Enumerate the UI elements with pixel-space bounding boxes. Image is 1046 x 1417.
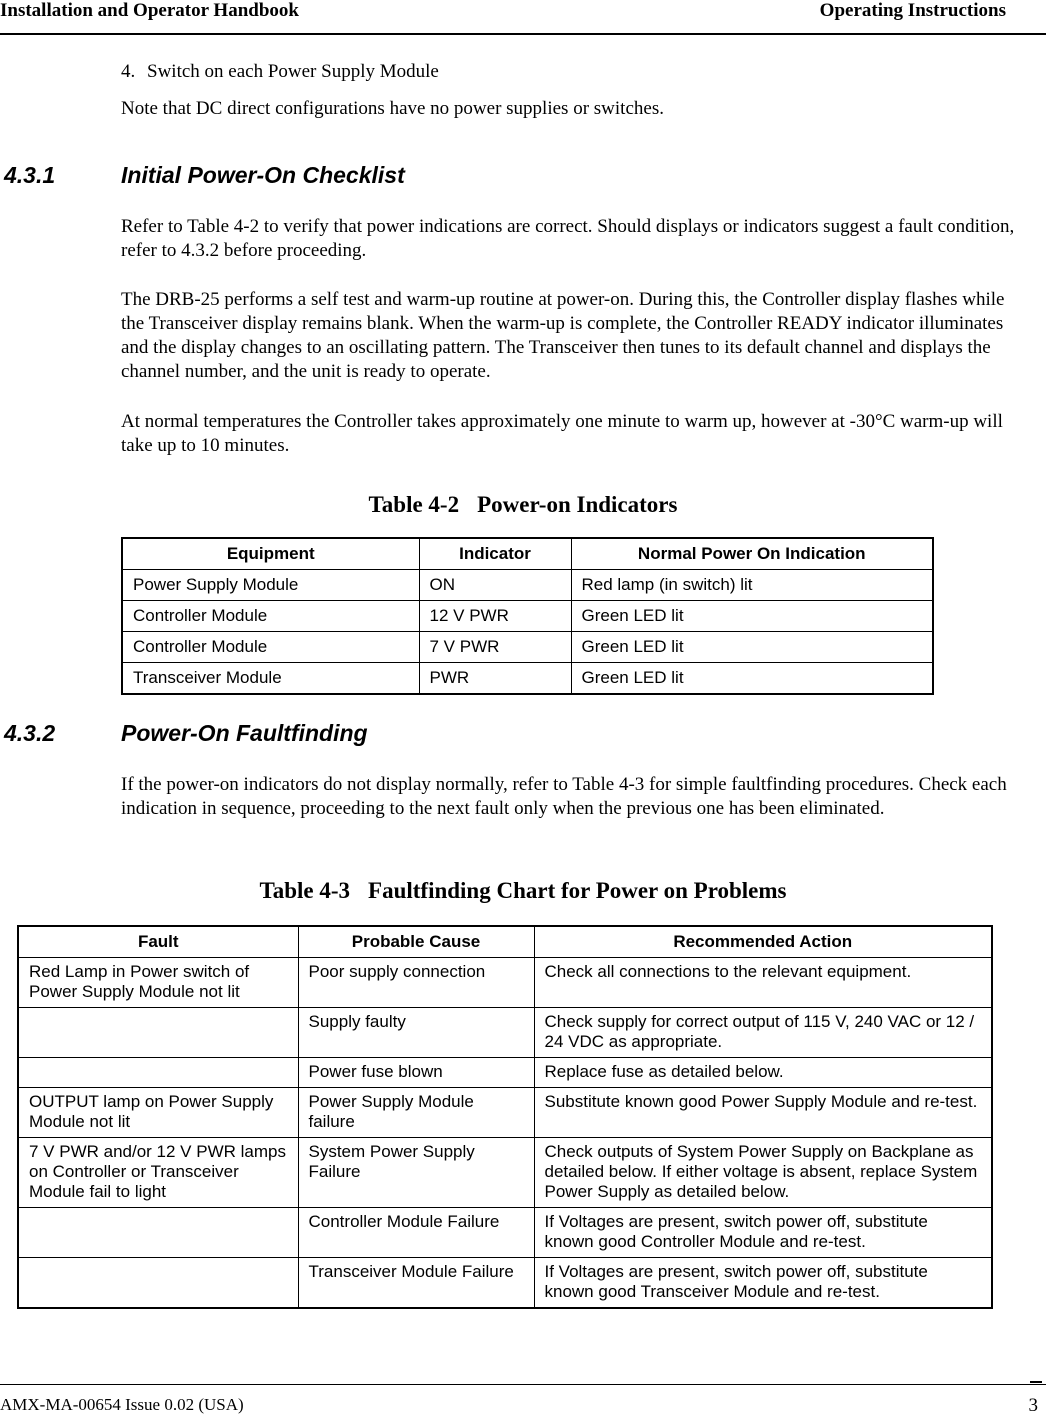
table-title: Power-on Indicators <box>477 492 678 517</box>
section-number: 4.3.1 <box>4 162 56 188</box>
header-title: Installation and Operator Handbook <box>0 0 299 21</box>
column-header: Recommended Action <box>534 926 992 958</box>
column-header: Probable Cause <box>298 926 534 958</box>
faultfinding-table <box>17 925 993 1309</box>
table-row <box>18 958 992 1008</box>
table-cell: Power Supply Module <box>122 570 419 601</box>
table-cell: PWR <box>419 663 571 695</box>
table-cell: Controller Module Failure <box>298 1208 534 1258</box>
table-header-row <box>122 538 933 570</box>
table-cell: ON <box>419 570 571 601</box>
footer-page-marker <box>1030 1381 1042 1383</box>
page-number: 3 <box>1028 1395 1038 1416</box>
table-cell: Green LED lit <box>571 601 933 632</box>
table-row <box>18 1088 992 1138</box>
section-heading-432 <box>4 719 368 747</box>
table-number: Table 4-3 <box>259 878 351 903</box>
table-cell: Transceiver Module Failure <box>298 1258 534 1309</box>
table-cell: 7 V PWR <box>419 632 571 663</box>
table-row <box>122 632 933 663</box>
section-title: Initial Power-On Checklist <box>121 162 405 188</box>
table-row <box>122 663 933 695</box>
table-cell: Poor supply connection <box>298 958 534 1008</box>
section-title: Power-On Faultfinding <box>121 720 368 746</box>
step-text: Switch on each Power Supply Module <box>147 61 439 82</box>
column-header: Equipment <box>122 538 419 570</box>
table-cell: Green LED lit <box>571 632 933 663</box>
table-cell: Power Supply Module failure <box>298 1088 534 1138</box>
table-caption <box>0 492 1046 518</box>
table-cell: Power fuse blown <box>298 1058 534 1088</box>
table-row <box>18 1208 992 1258</box>
table-row <box>18 1058 992 1088</box>
table-cell: 7 V PWR and/or 12 V PWR lamps on Controller or Transceiver Module fail to light <box>18 1138 298 1208</box>
table-cell: Check supply for correct output of 115 V, 240 VAC or 12 / 24 VDC as appropriate. <box>534 1008 992 1058</box>
table-number: Table 4-2 <box>368 492 460 517</box>
table-cell <box>18 1058 298 1088</box>
paragraph: If the power-on indicators do not display normally, refer to Table 4-3 for simple faultfinding procedures. Check each indication in sequence, proceeding to the next fault only when the previous one has been eliminated. <box>121 774 1007 819</box>
table-cell: If Voltages are present, switch power off, substitute known good Controller Module and re-test. <box>534 1208 992 1258</box>
table-cell: System Power Supply Failure <box>298 1138 534 1208</box>
footer-divider <box>0 1384 1046 1385</box>
table-cell <box>18 1258 298 1309</box>
column-header: Normal Power On Indication <box>571 538 933 570</box>
table-cell: Check outputs of System Power Supply on Backplane as detailed below. If either voltage is absent, replace System Power Supply as detailed below. <box>534 1138 992 1208</box>
table-cell: Green LED lit <box>571 663 933 695</box>
step-number: 4. <box>121 61 136 82</box>
header-section: Operating Instructions <box>819 0 1006 21</box>
table-cell: Red Lamp in Power switch of Power Supply Module not lit <box>18 958 298 1008</box>
table-cell: Controller Module <box>122 632 419 663</box>
table-row <box>122 601 933 632</box>
table-title: Faultfinding Chart for Power on Problems <box>368 878 787 903</box>
table-cell <box>18 1008 298 1058</box>
table-header-row <box>18 926 992 958</box>
table-cell: Transceiver Module <box>122 663 419 695</box>
table-cell: Replace fuse as detailed below. <box>534 1058 992 1088</box>
table-cell <box>18 1208 298 1258</box>
table-cell: Check all connections to the relevant equipment. <box>534 958 992 1008</box>
table-caption <box>0 878 1046 904</box>
table-cell: Red lamp (in switch) lit <box>571 570 933 601</box>
table-row <box>18 1008 992 1058</box>
page-header <box>0 0 1046 35</box>
section-heading-431 <box>4 161 405 189</box>
paragraph: The DRB-25 performs a self test and warm-up routine at power-on. During this, the Controller display flashes while the Transceiver display remains blank. When the warm-up is complete, the Controller READY indicator illuminates and the display changes to an oscillating pattern. The Transceiver then tunes to its default channel and displays the channel number, and the unit is ready to operate. <box>121 289 1005 382</box>
table-row <box>122 570 933 601</box>
paragraph: At normal temperatures the Controller takes approximately one minute to warm up, however at -30°C warm-up will take up to 10 minutes. <box>121 411 1003 456</box>
column-header: Fault <box>18 926 298 958</box>
table-cell: OUTPUT lamp on Power Supply Module not lit <box>18 1088 298 1138</box>
table-cell: If Voltages are present, switch power off, substitute known good Transceiver Module and re-test. <box>534 1258 992 1309</box>
intro-note: Note that DC direct configurations have no power supplies or switches. <box>121 98 664 119</box>
step-item <box>121 60 439 84</box>
table-cell: Supply faulty <box>298 1008 534 1058</box>
power-on-indicators-table <box>121 537 934 695</box>
footer-doc-id: AMX-MA-00654 Issue 0.02 (USA) <box>0 1395 244 1414</box>
paragraph: Refer to Table 4-2 to verify that power indications are correct. Should displays or indicators suggest a fault condition, refer to 4.3.2 before proceeding. <box>121 216 1015 261</box>
table-row <box>18 1138 992 1208</box>
table-cell: Controller Module <box>122 601 419 632</box>
table-cell: 12 V PWR <box>419 601 571 632</box>
table-cell: Substitute known good Power Supply Module and re-test. <box>534 1088 992 1138</box>
table-row <box>18 1258 992 1309</box>
column-header: Indicator <box>419 538 571 570</box>
section-number: 4.3.2 <box>4 720 56 746</box>
